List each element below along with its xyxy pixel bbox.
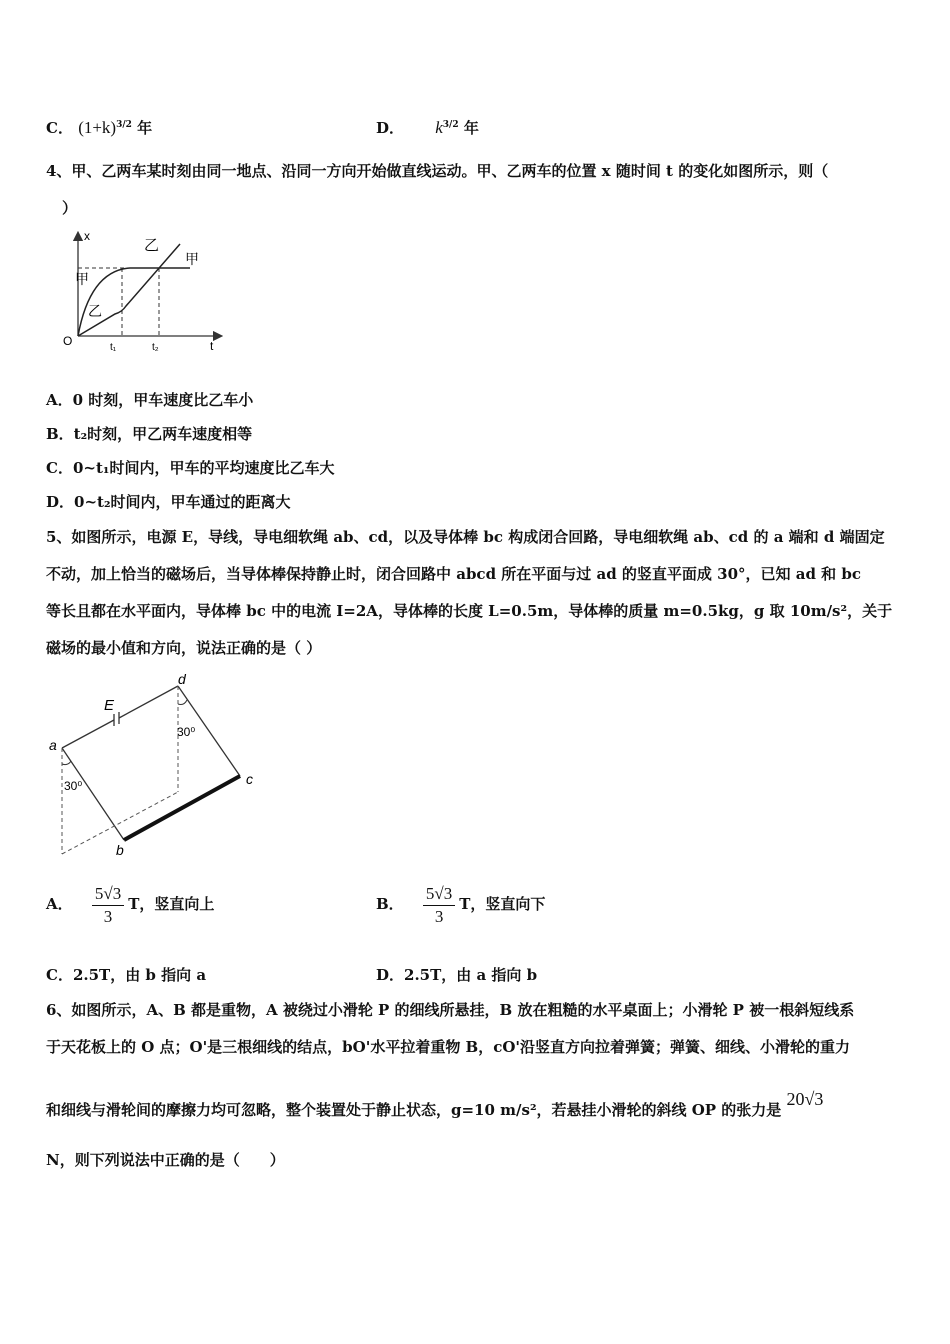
q6-stem-line3: [46, 1089, 824, 1120]
label-jia-right: 甲: [185, 251, 199, 267]
tick-t1: t₁: [110, 342, 117, 353]
q3-option-c-label: C．: [46, 119, 73, 137]
q6-stem-line4: N，则下列说法中正确的是（ ）: [46, 1151, 285, 1169]
axis-label-x: x: [84, 229, 90, 243]
origin-label: O: [63, 334, 73, 348]
q4-option-b: B．t₂时刻，甲乙两车速度相等: [46, 425, 253, 443]
q3-option-d: [376, 115, 479, 138]
angle-arc-a: [62, 761, 71, 765]
q4-stem-line2: ）: [62, 199, 78, 217]
fraction-denominator: 3: [434, 906, 444, 926]
q5-option-b-text: T，竖直向下: [459, 895, 546, 913]
q5-option-b-label: B．: [376, 895, 404, 913]
q5-option-a-text: T，竖直向上: [128, 895, 215, 913]
q5-option-d: D．2.5T，由 a 指向 b: [376, 966, 538, 984]
tick-t2: t₂: [152, 342, 159, 353]
angle-label-a: 30⁰: [64, 779, 83, 793]
q5-stem-line3: 等长且都在水平面内，导体棒 bc 中的电流 I=2A，导体棒的长度 L=0.5m，导体棒的质量 m=0.5kg，g 取 10m/s²，关于: [46, 602, 893, 620]
q3-option-d-unit: 年: [463, 119, 479, 137]
q5-option-c: C．2.5T，由 b 指向 a: [46, 966, 207, 984]
wire-e-d: [119, 686, 178, 718]
fraction-denominator: 3: [103, 906, 113, 926]
axis-label-t: t: [210, 339, 214, 353]
rod-bc: [124, 776, 240, 840]
q3-option-c: [46, 115, 152, 138]
q5-stem-line2: 不动，加上恰当的磁场后，当导体棒保持静止时，闭合回路中 abcd 所在平面与过 ad 的竖直平面成 30°，已知 ad 和 bc: [46, 565, 862, 583]
q4-stem-line1: 4、甲、乙两车某时刻由同一地点、沿同一方向开始做直线运动。甲、乙两车的位置 x 随时间 t 的变化如图所示，则（: [46, 162, 829, 180]
q3-option-c-unit: 年: [137, 119, 153, 137]
angle-label-d: 30⁰: [177, 725, 196, 739]
fraction-numerator: 5√3: [423, 883, 455, 906]
q4-option-c: C．0~t₁时间内，甲车的平均速度比乙车大: [46, 459, 335, 477]
source-e-label: E: [104, 697, 115, 714]
wire-a-e: [62, 720, 114, 748]
q5-option-b: [376, 880, 545, 928]
q6-stem-line1: 6、如图所示，A、B 都是重物，A 被绕过小滑轮 P 的细线所悬挂，B 放在粗糙的水平桌面上；小滑轮 P 被一根斜短线系: [46, 1001, 855, 1019]
q5-option-a-label: A．: [46, 895, 73, 913]
q6-stem-line2: 于天花板上的 O 点；O'是三根细线的结点，bO'水平拉着重物 B，cO'沿竖直方向拉着弹簧；弹簧、细线、小滑轮的重力: [46, 1038, 851, 1056]
point-a-label: a: [49, 737, 57, 753]
q4-option-d: D．0~t₂时间内，甲车通过的距离大: [46, 493, 291, 511]
q5-option-a: [46, 880, 214, 928]
angle-arc-d: [178, 700, 187, 705]
q6-tension-value: 20√3: [786, 1089, 824, 1109]
fraction-numerator: 5√3: [92, 883, 124, 906]
q3-option-d-exponent: 3/2: [442, 120, 459, 130]
point-b-label: b: [116, 842, 124, 858]
label-jia-left: 甲: [75, 271, 89, 287]
label-yi-top: 乙: [144, 237, 160, 254]
q3-option-d-expr: k: [435, 118, 443, 137]
q3-option-c-expr: (1+k): [78, 118, 117, 137]
q5-stem-line4: 磁场的最小值和方向，说法正确的是（ ）: [46, 639, 322, 657]
q5-stem-line1: 5、如图所示，电源 E，导线，导电细软绳 ab、cd，以及导体棒 bc 构成闭合回路，导电细软绳 ab、cd 的 a 端和 d 端固定: [46, 528, 885, 546]
q4-position-time-graph: [60, 228, 230, 358]
q4-option-a: A．0 时刻，甲车速度比乙车小: [46, 391, 254, 409]
point-c-label: c: [246, 771, 253, 787]
curve-yi: [78, 244, 180, 336]
q3-option-c-exponent: 3/2: [116, 120, 132, 130]
label-yi-inner: 乙: [88, 303, 102, 319]
q5-option-b-fraction: [423, 883, 455, 928]
point-d-label: d: [178, 671, 186, 687]
q6-stem-line3-text: 和细线与滑轮间的摩擦力均可忽略，整个装置处于静止状态，g=10 m/s²，若悬挂小滑轮的斜线 OP 的张力是: [46, 1101, 782, 1119]
q3-option-d-label: D．: [376, 119, 405, 137]
q5-option-a-fraction: [92, 883, 124, 928]
q5-circuit-figure: [44, 668, 274, 863]
